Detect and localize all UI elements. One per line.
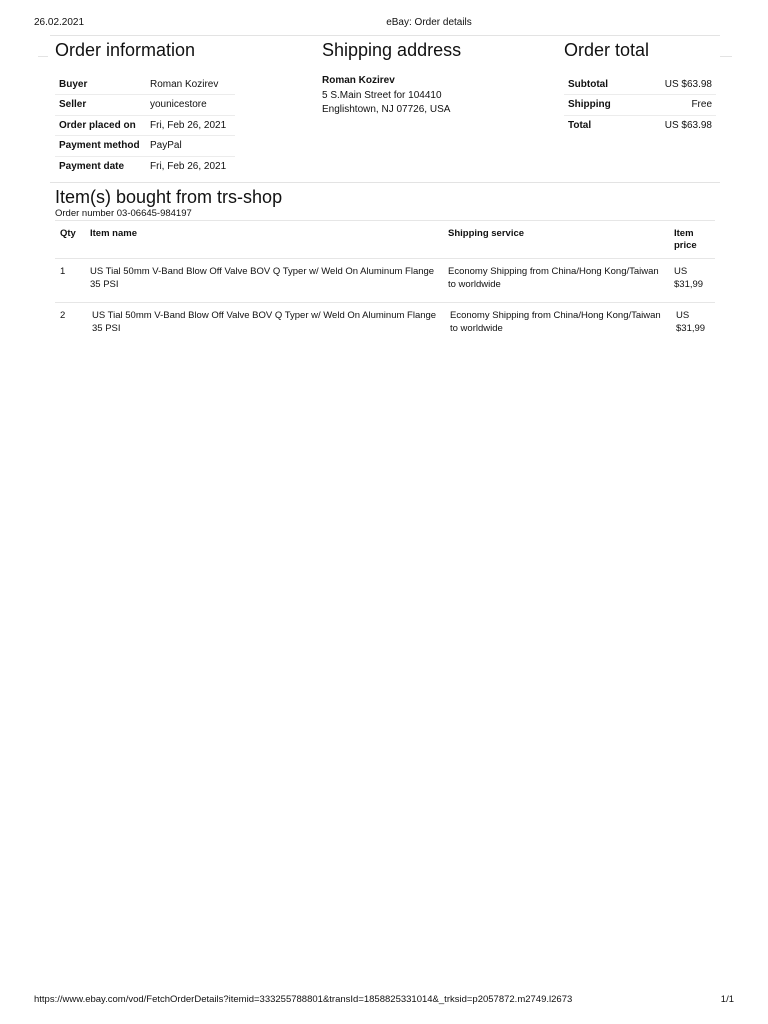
item-price-header-line2: price [674, 240, 697, 251]
total-label: Total [568, 120, 592, 131]
seller-value: younicestore [146, 95, 235, 116]
seller-label: Seller [55, 95, 146, 116]
order-total-title: Order total [564, 40, 650, 60]
subtotal-value: US $63.98 [637, 74, 716, 95]
subtotal-label: Subtotal [564, 74, 637, 95]
print-footer [0, 994, 768, 1008]
shipping-name: Roman Kozirev [322, 75, 395, 86]
buyer-row [55, 74, 235, 95]
item-name-header: Item name [85, 221, 443, 259]
payment-method-row [55, 136, 235, 157]
order-total-table [564, 74, 716, 136]
shipping-total-label: Shipping [564, 95, 637, 116]
subtotal-row [564, 74, 716, 95]
section-divider [50, 182, 720, 183]
order-placed-value: Fri, Feb 26, 2021 [146, 115, 235, 136]
payment-method-value: PayPal [146, 136, 235, 157]
buyer-value: Roman Kozirev [146, 74, 235, 95]
print-page-number: 1/1 [720, 994, 734, 1005]
print-url: https://www.ebay.com/vod/FetchOrderDetails?itemid=333255788801&transId=1858825331014&_trksid=p2057872.m2749.l2673 [34, 994, 573, 1005]
items-header-row [55, 221, 715, 259]
print-header [0, 17, 768, 31]
payment-date-label: Payment date [59, 161, 125, 172]
order-information-title: Order information [55, 40, 196, 60]
item-price-amount: $31,99 [676, 322, 706, 334]
shipping-total-row [564, 95, 716, 116]
item-price-currency: US [674, 266, 688, 277]
shipping-line1: 5 S.Main Street for 104410 [322, 89, 442, 101]
item-name: US Tial 50mm V-Band Blow Off Valve BOV Q Typer w/ Weld On Aluminum Flange 35 PSI [85, 259, 443, 303]
payment-date-value: Fri, Feb 26, 2021 [150, 161, 227, 172]
item-price-header-line1: Item [674, 228, 694, 239]
payment-method-label: Payment method [55, 136, 146, 157]
shipping-service-header: Shipping service [443, 221, 669, 259]
item-qty: 2 [60, 310, 66, 321]
item-qty: 1 [55, 259, 85, 303]
seller-row [55, 95, 235, 116]
payment-date-row [55, 156, 235, 177]
item-row [55, 259, 715, 303]
shipping-total-value: Free [637, 95, 716, 116]
print-page-title: eBay: Order details [386, 17, 472, 28]
order-number: Order number 03-06645-984197 [55, 208, 192, 219]
order-placed-label: Order placed on [55, 115, 146, 136]
right-edge-mark [720, 56, 732, 57]
total-row [564, 115, 716, 136]
item-price-currency: US [676, 310, 690, 321]
order-information-table [55, 74, 235, 177]
left-edge-mark [38, 56, 48, 57]
item-price [669, 259, 715, 303]
order-placed-row [55, 115, 235, 136]
buyer-label: Buyer [55, 74, 146, 95]
item-price [669, 303, 715, 347]
shipping-address-title: Shipping address [322, 40, 462, 60]
item-price-amount: $31,99 [674, 278, 704, 290]
total-value: US $63.98 [664, 120, 712, 131]
item-row [55, 303, 715, 347]
shipping-line2: Englishtown, NJ 07726, USA [322, 104, 451, 116]
item-price-header [669, 221, 715, 259]
item-name: US Tial 50mm V-Band Blow Off Valve BOV Q Typer w/ Weld On Aluminum Flange 35 PSI [92, 310, 437, 334]
items-title: Item(s) bought from trs-shop [55, 187, 283, 207]
items-table [55, 220, 715, 347]
top-divider [50, 35, 720, 36]
qty-header: Qty [55, 221, 85, 259]
shipping-address-block [322, 74, 450, 118]
item-shipping-service: Economy Shipping from China/Hong Kong/Taiwan to worldwide [450, 310, 661, 334]
print-date: 26.02.2021 [34, 17, 85, 28]
item-shipping-service: Economy Shipping from China/Hong Kong/Taiwan to worldwide [443, 259, 669, 303]
